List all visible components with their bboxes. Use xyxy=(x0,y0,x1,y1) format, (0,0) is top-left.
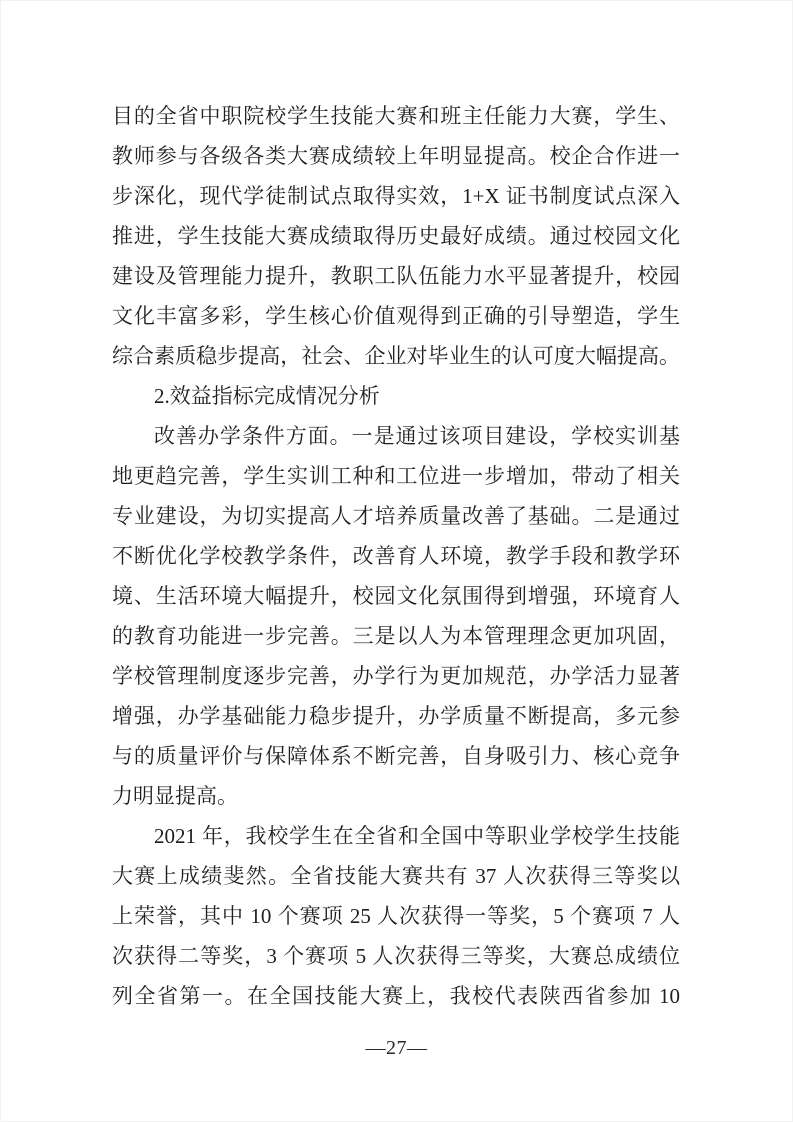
text-line: 列全省第一。在全国技能大赛上，我校代表陕西省参加 10 xyxy=(112,984,680,1008)
text-line: 目的全省中职院校学生技能大赛和班主任能力大赛，学生、 xyxy=(112,104,680,128)
text-line: 地更趋完善，学生实训工种和工位进一步增加，带动了相关 xyxy=(112,464,680,488)
text-line: 改善办学条件方面。一是通过该项目建设，学校实训基 xyxy=(154,424,680,448)
text-line: 综合素质稳步提高，社会、企业对毕业生的认可度大幅提高。 xyxy=(112,344,680,368)
text-line: 教师参与各级各类大赛成绩较上年明显提高。校企合作进一 xyxy=(112,144,680,168)
text-line: 文化丰富多彩，学生核心价值观得到正确的引导塑造，学生 xyxy=(112,304,680,328)
text-line: 步深化，现代学徒制试点取得实效，1+X 证书制度试点深入 xyxy=(112,184,680,208)
text-line: 专业建设，为切实提高人才培养质量改善了基础。二是通过 xyxy=(112,504,680,528)
text-line: 上荣誉，其中 10 个赛项 25 人次获得一等奖，5 个赛项 7 人 xyxy=(112,904,680,928)
text-line: 推进，学生技能大赛成绩取得历史最好成绩。通过校园文化 xyxy=(112,224,680,248)
heading-line: 2.效益指标完成情况分析 xyxy=(154,384,380,408)
text-line: 的教育功能进一步完善。三是以人为本管理理念更加巩固， xyxy=(112,624,680,648)
text-line: 不断优化学校教学条件，改善育人环境，教学手段和教学环 xyxy=(112,544,680,568)
text-line: 次获得二等奖，3 个赛项 5 人次获得三等奖，大赛总成绩位 xyxy=(112,944,680,968)
page-number: —27— xyxy=(365,1037,428,1059)
text-line: 力明显提高。 xyxy=(112,784,238,808)
text-line: 增强，办学基础能力稳步提升，办学质量不断提高，多元参 xyxy=(112,704,680,728)
text-line: 2021 年，我校学生在全省和全国中等职业学校学生技能 xyxy=(154,824,680,848)
page-footer xyxy=(0,1034,793,1062)
text-line: 大赛上成绩斐然。全省技能大赛共有 37 人次获得三等奖以 xyxy=(112,864,680,888)
document-body xyxy=(112,96,680,1016)
text-line: 境、生活环境大幅提升，校园文化氛围得到增强，环境育人 xyxy=(112,584,680,608)
text-line: 与的质量评价与保障体系不断完善，自身吸引力、核心竞争 xyxy=(112,744,680,768)
text-line: 建设及管理能力提升，教职工队伍能力水平显著提升，校园 xyxy=(112,264,680,288)
text-line: 学校管理制度逐步完善，办学行为更加规范，办学活力显著 xyxy=(112,664,680,688)
